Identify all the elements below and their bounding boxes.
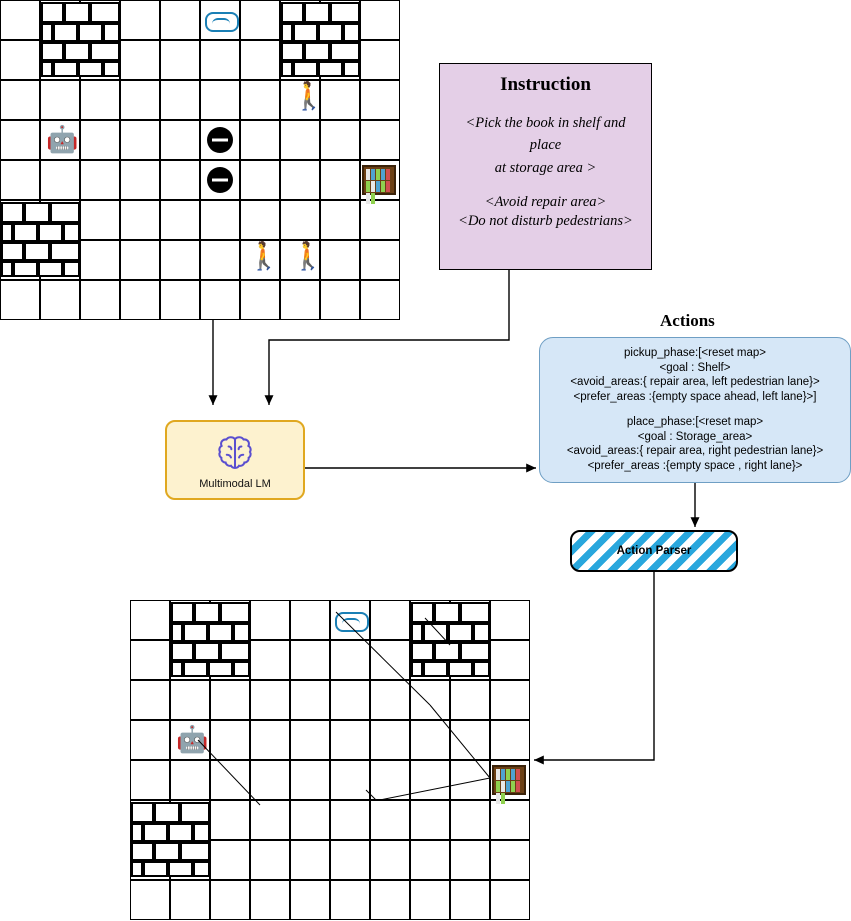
bottom-environment-grid-wrap bbox=[130, 600, 530, 920]
instruction-line-2: at storage area > bbox=[494, 159, 597, 176]
robot-icon: 🤖 bbox=[176, 724, 209, 754]
action-parser-node bbox=[570, 530, 738, 572]
robot-icon: 🤖 bbox=[46, 124, 79, 154]
brick-wall-icon bbox=[41, 2, 120, 77]
action-parser-label: Action Parser bbox=[616, 545, 692, 557]
pickup-line-1: pickup_phase:[<reset map> bbox=[624, 347, 766, 359]
multimodal-lm-node bbox=[165, 420, 305, 500]
no-entry-icon bbox=[207, 127, 233, 153]
pickup-line-4: <prefer_areas :{empty space ahead, left lane}>] bbox=[573, 391, 817, 404]
pickup-line-3: <avoid_areas:{ repair area, left pedestrian lane}> bbox=[570, 376, 820, 389]
instruction-line-1: <Pick the book in shelf and place bbox=[465, 115, 626, 154]
place-line-4: <prefer_areas :{empty space , right lane}> bbox=[587, 460, 803, 473]
pedestrian-icon: 🚶 bbox=[291, 241, 325, 271]
multimodal-lm-label: Multimodal LM bbox=[199, 478, 271, 490]
no-entry-icon bbox=[207, 167, 233, 193]
instruction-line-3: <Avoid repair area> bbox=[484, 194, 607, 211]
place-line-3: <avoid_areas:{ repair area, right pedestrian lane}> bbox=[566, 445, 824, 458]
car-seat-icon bbox=[205, 12, 239, 32]
place-line-1: place_phase:[<reset map> bbox=[626, 415, 764, 428]
brick-wall-icon bbox=[281, 2, 360, 77]
brick-wall-icon bbox=[1, 202, 80, 277]
actions-panel bbox=[539, 337, 851, 483]
instruction-panel bbox=[439, 63, 652, 270]
place-line-2: <goal : Storage_area> bbox=[637, 430, 753, 443]
top-grid-icon-layer bbox=[0, 0, 400, 320]
instruction-line-4: <Do not disturb pedestrians> bbox=[458, 212, 633, 229]
book-shelf-icon bbox=[362, 165, 396, 195]
instruction-title: Instruction bbox=[500, 74, 591, 95]
planned-path-overlay bbox=[130, 600, 530, 920]
actions-title: Actions bbox=[660, 311, 715, 330]
pedestrian-icon: 🚶 bbox=[292, 81, 326, 111]
brain-icon bbox=[213, 430, 257, 474]
pedestrian-icon: 🚶 bbox=[247, 241, 281, 271]
pickup-line-2: <goal : Shelf> bbox=[659, 361, 731, 374]
